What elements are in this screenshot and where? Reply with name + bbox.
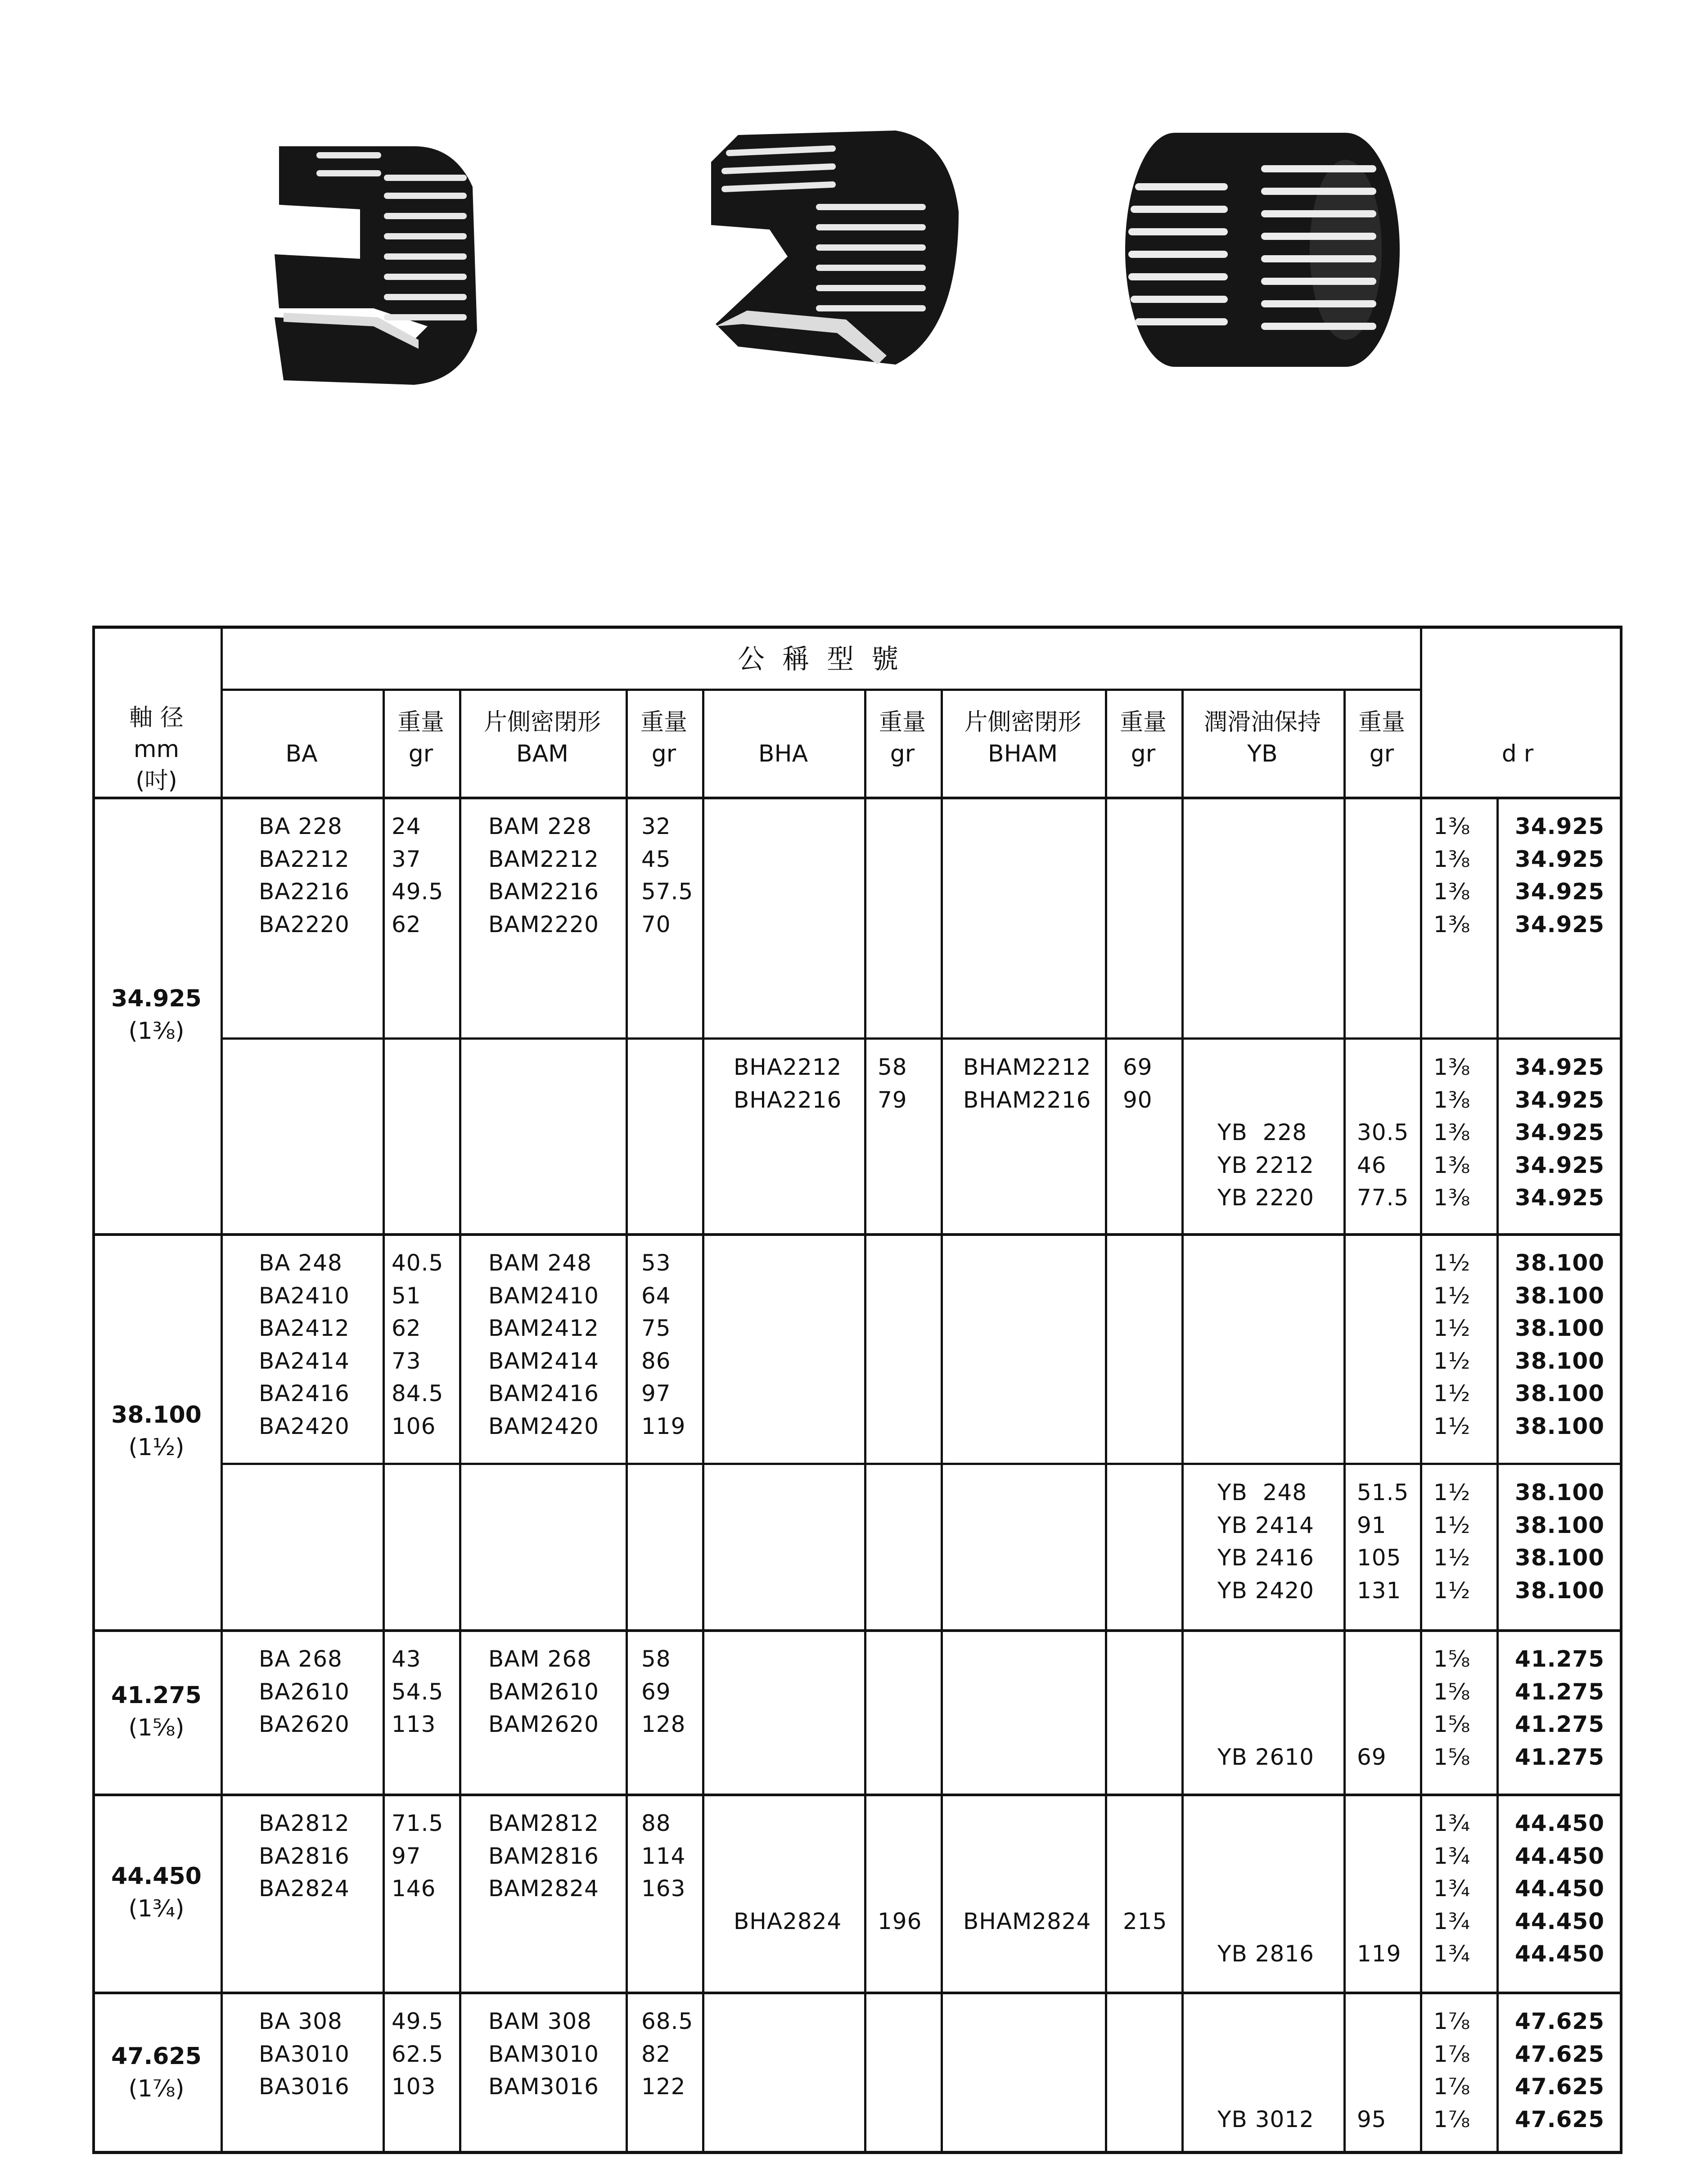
column-divider xyxy=(864,689,866,2154)
header-title: 公 稱 型 號 xyxy=(737,644,903,675)
column-divider xyxy=(626,689,628,2154)
cell-bam: BAM 308 BAM3010 BAM3016 xyxy=(488,2008,599,2100)
shaft-diameter-inch: (1⅜) xyxy=(128,1018,185,1045)
shaft-diameter-inch: (1¾) xyxy=(128,1895,185,1922)
column-header-bottom: gr xyxy=(890,740,915,767)
column-header-bottom: BA xyxy=(285,740,318,767)
section-divider xyxy=(221,1463,1622,1465)
shaft-diameter-mm: 34.925 xyxy=(111,985,202,1012)
shaft-diameter-mm: 47.625 xyxy=(111,2043,202,2070)
cell-bam: BAM2812 BAM2816 BAM2824 xyxy=(488,1810,599,1902)
bearing-ba-illustration xyxy=(266,128,518,389)
shaft-diameter-inch: (1½) xyxy=(128,1434,185,1461)
cell-ba-gr: 24 37 49.5 62 xyxy=(392,813,444,938)
cell-dr-in: 1½ 1½ 1½ 1½ 1½ 1½ xyxy=(1433,1250,1471,1439)
cell-ba-gr: 40.5 51 62 73 84.5 106 xyxy=(392,1250,444,1439)
cell-dr-in: 1¾ 1¾ 1¾ 1¾ 1¾ xyxy=(1433,1810,1471,1967)
bearing-yb-illustration xyxy=(1121,119,1409,380)
header-title-divider xyxy=(221,689,1420,691)
column-header-top: 重量 xyxy=(879,709,926,736)
table-border-bottom xyxy=(92,2151,1622,2154)
cell-dr-in: 1⅝ 1⅝ 1⅝ 1⅝ xyxy=(1433,1646,1471,1770)
column-header-top: 重量 xyxy=(1119,709,1167,736)
cell-yb: YB 2610 xyxy=(1217,1744,1314,1770)
column-header-bottom: BHA xyxy=(758,740,808,767)
column-divider-dr xyxy=(1496,797,1499,2154)
cell-bha: BHA2824 xyxy=(734,1908,842,1934)
cell-dr-in: 1⅜ 1⅜ 1⅜ 1⅜ xyxy=(1433,813,1471,938)
shaft-diameter-inch: (1⅞) xyxy=(128,2075,185,2102)
cell-yb-gr: 119 xyxy=(1357,1941,1402,1967)
cell-yb: YB 3012 xyxy=(1217,2106,1314,2132)
cell-ba: BA 248 BA2410 BA2412 BA2414 BA2416 BA2420 xyxy=(259,1250,350,1439)
column-divider xyxy=(383,689,385,2154)
cell-dr-mm: 41.275 41.275 41.275 41.275 xyxy=(1515,1646,1604,1770)
group-divider xyxy=(92,1629,1622,1632)
bearing-spec-table xyxy=(92,626,1622,2154)
cell-bam: BAM 268 BAM2610 BAM2620 xyxy=(488,1646,599,1737)
cell-dr-in: 1⅜ 1⅜ 1⅜ 1⅜ 1⅜ xyxy=(1433,1054,1471,1211)
cell-ba-gr: 71.5 97 146 xyxy=(392,1810,444,1902)
cell-bha-gr: 196 xyxy=(878,1908,922,1934)
header-divider xyxy=(92,797,1622,799)
cell-dr-mm: 34.925 34.925 34.925 34.925 xyxy=(1515,813,1604,938)
column-header-top: 重量 xyxy=(397,709,444,736)
cell-bam-gr: 32 45 57.5 70 xyxy=(641,813,694,938)
shaft-diameter-mm: 44.450 xyxy=(111,1863,202,1890)
cell-ba-gr: 43 54.5 113 xyxy=(392,1646,444,1737)
column-divider xyxy=(1105,689,1107,2154)
cell-bham: BHAM2212 BHAM2216 xyxy=(963,1054,1091,1113)
cell-dr-in: 1⅞ 1⅞ 1⅞ 1⅞ xyxy=(1433,2008,1471,2132)
cell-bam-gr: 68.5 82 122 xyxy=(641,2008,694,2100)
cell-bam-gr: 58 69 128 xyxy=(641,1646,686,1737)
cell-bam-gr: 53 64 75 86 97 119 xyxy=(641,1250,686,1439)
cell-bham: BHAM2824 xyxy=(963,1908,1091,1934)
shaft-diameter-inch: (1⅝) xyxy=(128,1714,185,1741)
cell-dr-mm: 38.100 38.100 38.100 38.100 xyxy=(1515,1479,1604,1604)
cell-bam-gr: 88 114 163 xyxy=(641,1810,686,1902)
column-divider xyxy=(941,689,943,2154)
column-header-bottom: gr xyxy=(1369,740,1394,767)
cell-yb-gr: 69 xyxy=(1357,1744,1387,1770)
shaft-diameter-label: 軸 径 xyxy=(129,704,184,731)
shaft-diameter-label: (吋) xyxy=(135,767,177,794)
shaft-diameter-cell xyxy=(92,983,221,1047)
group-divider xyxy=(92,1794,1622,1796)
cell-ba: BA 308 BA3010 BA3016 xyxy=(259,2008,350,2100)
cell-bha-gr: 58 79 xyxy=(878,1054,907,1113)
cell-yb: YB 228 YB 2212 YB 2220 xyxy=(1217,1119,1314,1211)
column-header-bottom: BHAM xyxy=(987,740,1058,767)
cell-yb-gr: 51.5 91 105 131 xyxy=(1357,1479,1409,1604)
cell-dr-mm: 38.100 38.100 38.100 38.100 38.100 38.100 xyxy=(1515,1250,1604,1439)
column-divider xyxy=(702,689,704,2154)
shaft-diameter-mm: 41.275 xyxy=(111,1681,202,1709)
cell-ba: BA 228 BA2212 BA2216 BA2220 xyxy=(259,813,350,938)
column-header-top: 重量 xyxy=(1358,709,1405,736)
shaft-diameter-cell xyxy=(92,1679,221,1744)
shaft-diameter-cell xyxy=(92,2040,221,2105)
bearing-bam-illustration xyxy=(698,122,968,374)
column-divider xyxy=(459,689,461,2154)
column-header-bottom: YB xyxy=(1247,740,1278,767)
cell-ba-gr: 49.5 62.5 103 xyxy=(392,2008,444,2100)
group-divider xyxy=(92,1233,1622,1236)
cell-yb-gr: 30.5 46 77.5 xyxy=(1357,1119,1409,1211)
column-divider xyxy=(221,626,223,2154)
table-border-top xyxy=(92,626,1622,629)
cell-bham-gr: 69 90 xyxy=(1123,1054,1153,1113)
column-header-top: 重量 xyxy=(640,709,687,736)
cell-bam: BAM 248 BAM2410 BAM2412 BAM2414 BAM2416 BAM2420 xyxy=(488,1250,599,1439)
column-header-dr: dr xyxy=(1501,740,1541,767)
column-header-bottom: BAM xyxy=(516,740,569,767)
column-divider xyxy=(1420,626,1422,2154)
shaft-diameter-label: mm xyxy=(133,736,180,763)
column-header-top: 片側密閉形 xyxy=(964,709,1082,736)
cell-dr-mm: 44.450 44.450 44.450 44.450 44.450 xyxy=(1515,1810,1604,1967)
cell-bha: BHA2212 BHA2216 xyxy=(734,1054,842,1113)
group-divider xyxy=(92,1992,1622,1994)
column-header-bottom: gr xyxy=(1131,740,1156,767)
shaft-diameter-cell xyxy=(92,1399,221,1464)
column-header-top: 片側密閉形 xyxy=(483,709,601,736)
cell-yb: YB 2816 xyxy=(1217,1941,1314,1967)
column-header-bottom: gr xyxy=(408,740,433,767)
cell-yb: YB 248 YB 2414 YB 2416 YB 2420 xyxy=(1217,1479,1314,1604)
cell-bham-gr: 215 xyxy=(1123,1908,1167,1934)
column-header-top: 潤滑油保持 xyxy=(1203,709,1321,736)
cell-yb-gr: 95 xyxy=(1357,2106,1387,2132)
cell-dr-mm: 47.625 47.625 47.625 47.625 xyxy=(1515,2008,1604,2132)
cell-ba: BA2812 BA2816 BA2824 xyxy=(259,1810,350,1902)
table-border-right xyxy=(1620,626,1622,2154)
column-header-bottom: gr xyxy=(651,740,676,767)
cell-bam: BAM 228 BAM2212 BAM2216 BAM2220 xyxy=(488,813,599,938)
cell-ba: BA 268 BA2610 BA2620 xyxy=(259,1646,350,1737)
shaft-diameter-cell xyxy=(92,1860,221,1925)
shaft-diameter-mm: 38.100 xyxy=(111,1402,202,1429)
cell-dr-in: 1½ 1½ 1½ 1½ xyxy=(1433,1479,1471,1604)
column-divider xyxy=(1343,689,1346,2154)
cell-dr-mm: 34.925 34.925 34.925 34.925 34.925 xyxy=(1515,1054,1604,1211)
section-divider xyxy=(221,1037,1622,1040)
column-divider xyxy=(1181,689,1184,2154)
